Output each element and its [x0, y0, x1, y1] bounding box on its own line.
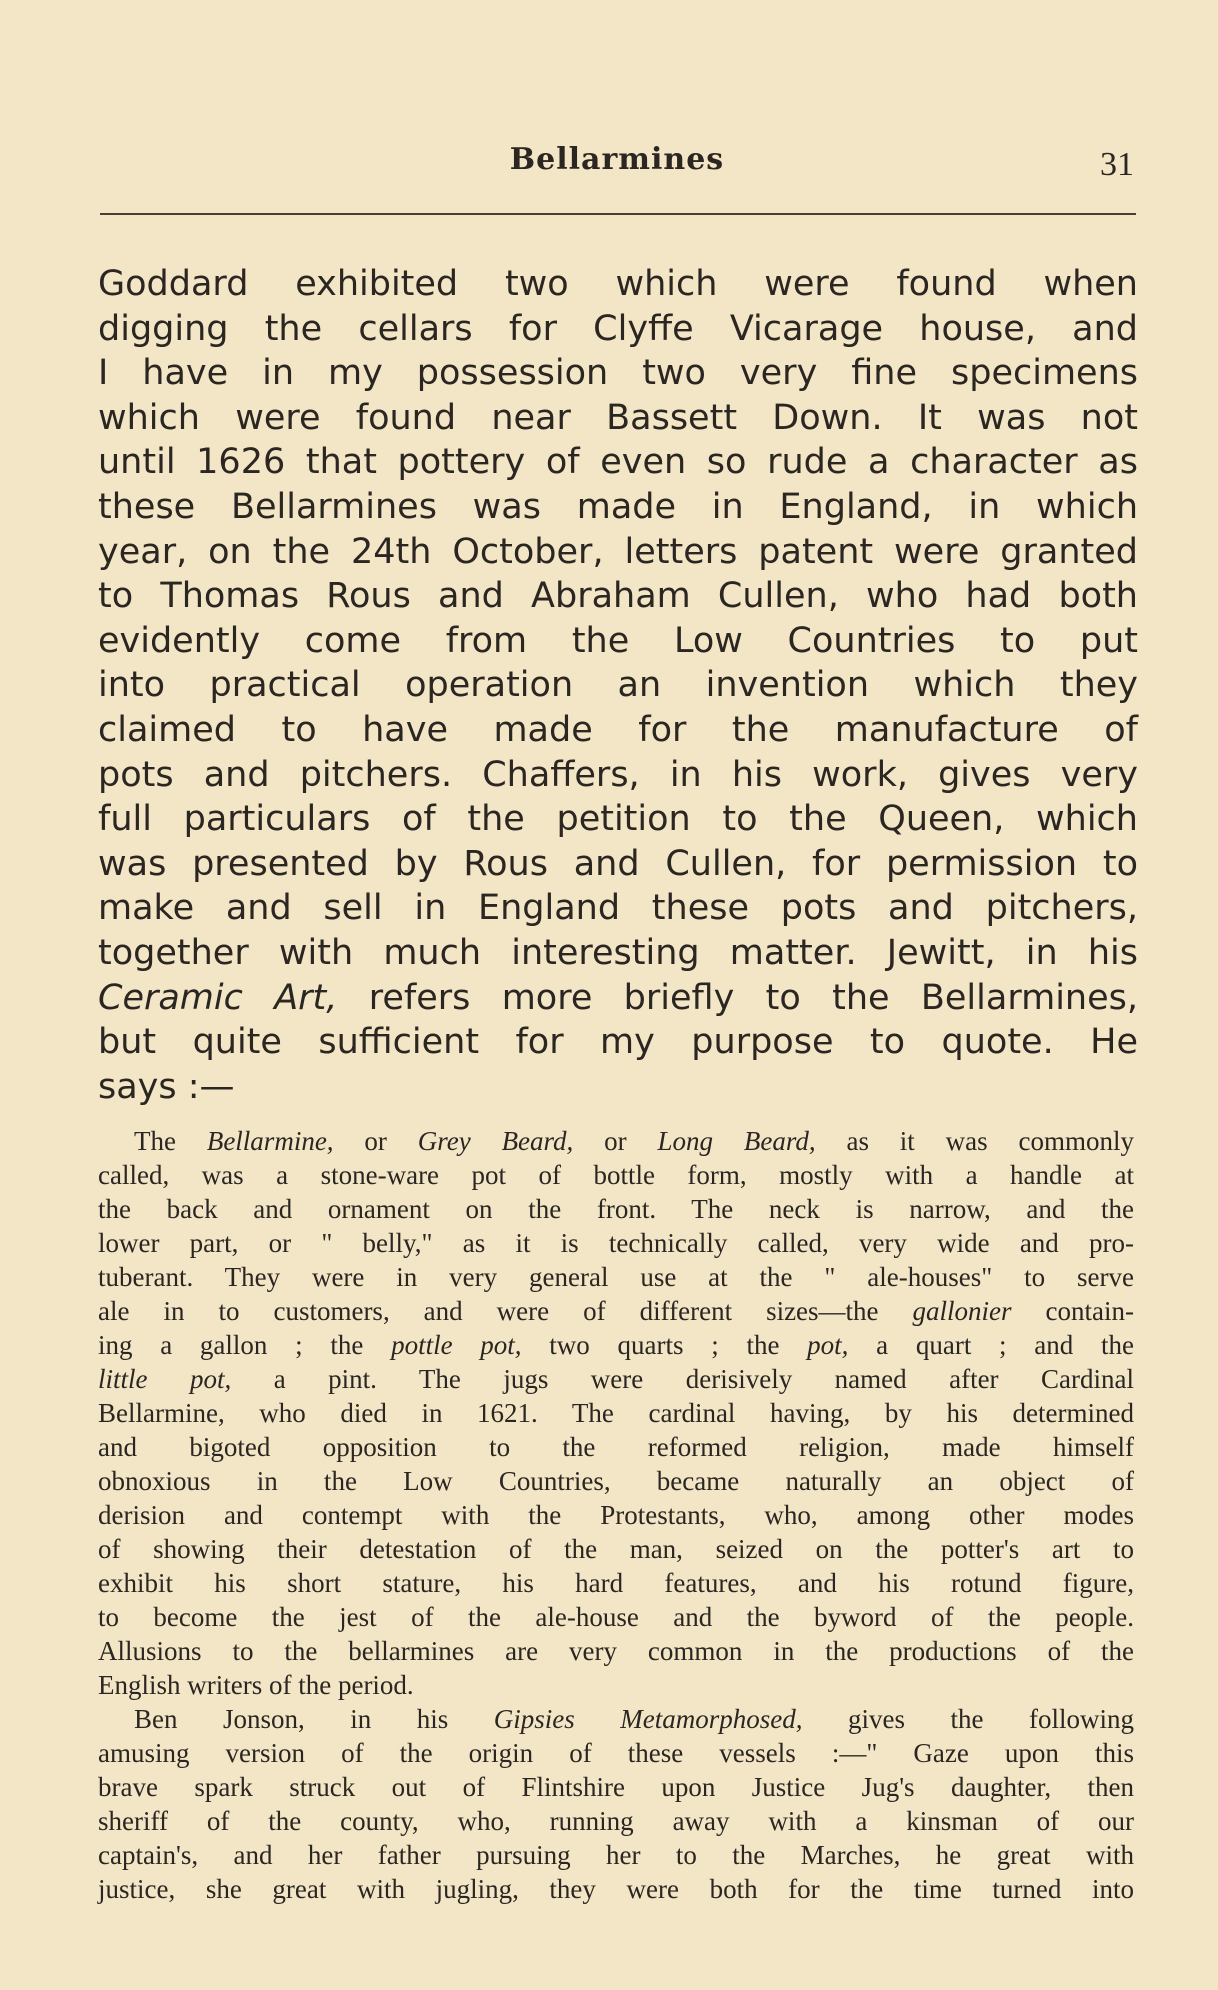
running-title: Bellarmines — [509, 142, 725, 177]
body-line: until 1626 that pottery of even so rude a character as — [98, 442, 1138, 483]
body-line: I have in my possession two very fine specimens — [98, 353, 1138, 394]
quote-text: or — [573, 1126, 658, 1156]
quote-line: of showing their detestation of the man, seized on the potter's art to — [98, 1534, 1134, 1564]
quote-text: a pint. The jugs were derisively named after Cardinal — [231, 1364, 1134, 1394]
body-line: which were found near Bassett Down. It was not — [98, 397, 1138, 438]
quote-text: or — [333, 1126, 418, 1156]
quote-italic: Bellarmine, — [206, 1126, 334, 1156]
quote-line: lower part, or " belly," as it is technically called, very wide and pro- — [98, 1228, 1134, 1258]
quote-line: obnoxious in the Low Countries, became naturally an object of — [98, 1466, 1134, 1496]
quote-line: exhibit his short stature, his hard features, and his rotund figure, — [98, 1568, 1134, 1598]
body-line-text: refers more briefly to the Bellarmines, — [337, 977, 1138, 1018]
quote-line: justice, she great with jugling, they were both for the time turned into — [98, 1874, 1134, 1904]
body-line: to Thomas Rous and Abraham Cullen, who had both — [98, 576, 1138, 617]
quote-italic: Gipsies Metamorphosed, — [493, 1704, 803, 1734]
quote-line: derision and contempt with the Protestants, who, among other modes — [98, 1500, 1134, 1530]
quote-italic: pottle pot, — [391, 1330, 522, 1360]
quote-italic: Long Beard, — [657, 1126, 816, 1156]
header-rule — [100, 213, 1136, 215]
quote-text: The — [134, 1126, 207, 1156]
quote-line — [98, 1702, 1134, 1736]
body-line: but quite sufficient for my purpose to quote. He — [98, 1022, 1138, 1063]
quote-line: the back and ornament on the front. The neck is narrow, and the — [98, 1194, 1134, 1224]
body-line: digging the cellars for Clyffe Vicarage house, and — [98, 308, 1138, 349]
quote-line: English writers of the period. — [98, 1670, 414, 1700]
quote-line — [98, 1328, 1134, 1362]
quote-text: ale in to customers, and were of different sizes—the — [98, 1296, 913, 1326]
body-line: was presented by Rous and Cullen, for permission to — [98, 843, 1138, 884]
quote-line: sheriff of the county, who, running away with a kinsman of our — [98, 1806, 1134, 1836]
body-line: evidently come from the Low Countries to put — [98, 620, 1138, 661]
quote-text: ing a gallon ; the — [98, 1330, 392, 1360]
quote-line: tuberant. They were in very general use at the " ale-houses" to serve — [98, 1262, 1134, 1292]
quote-line: Allusions to the bellarmines are very common in the productions of the — [98, 1636, 1134, 1666]
body-paragraph — [98, 262, 1138, 1109]
quote-text: Ben Jonson, in his — [134, 1704, 494, 1734]
body-line: make and sell in England these pots and pitchers, — [98, 888, 1138, 929]
body-line: claimed to have made for the manufacture of — [98, 709, 1138, 750]
quote-line: Bellarmine, who died in 1621. The cardinal having, by his determined — [98, 1398, 1134, 1428]
quote-line — [98, 1124, 1134, 1158]
quote-line: brave spark struck out of Flintshire upon Justice Jug's daughter, then — [98, 1772, 1134, 1802]
quote-line: captain's, and her father pursuing her to the Marches, he great with — [98, 1840, 1134, 1870]
quote-line: to become the jest of the ale-house and the byword of the people. — [98, 1602, 1134, 1632]
body-line — [98, 976, 1138, 1021]
body-line: pots and pitchers. Chaffers, in his work, gives very — [98, 754, 1138, 795]
quote-line: and bigoted opposition to the reformed religion, made himself — [98, 1432, 1134, 1462]
quote-text: gives the following — [802, 1704, 1134, 1734]
body-line: these Bellarmines was made in England, in which — [98, 486, 1138, 527]
block-quote — [98, 1124, 1134, 1906]
book-title-ceramic-art: Ceramic Art, — [98, 977, 338, 1018]
body-line: says :— — [98, 1066, 235, 1107]
quote-italic: Grey Beard, — [417, 1126, 574, 1156]
quote-text: as it was commonly — [815, 1126, 1134, 1156]
quote-text: a quart ; and the — [848, 1330, 1134, 1360]
quote-line — [98, 1294, 1134, 1328]
body-line: into practical operation an invention which they — [98, 665, 1138, 706]
quote-italic: pot, — [807, 1330, 849, 1360]
running-header — [100, 142, 1134, 188]
quote-line — [98, 1362, 1134, 1396]
quote-text: two quarts ; the — [521, 1330, 808, 1360]
quote-italic: gallonier — [912, 1296, 1012, 1326]
quote-line: called, was a stone-ware pot of bottle form, mostly with a handle at — [98, 1160, 1134, 1190]
quote-text: contain- — [1011, 1296, 1134, 1326]
quote-italic: little pot, — [98, 1364, 232, 1394]
quote-line: amusing version of the origin of these vessels :—" Gaze upon this — [98, 1738, 1134, 1768]
body-line: year, on the 24th October, letters patent were granted — [98, 531, 1138, 572]
body-line: together with much interesting matter. Jewitt, in his — [98, 932, 1138, 973]
body-line: full particulars of the petition to the Queen, which — [98, 799, 1138, 840]
page-number: 31 — [1100, 146, 1134, 183]
body-line: Goddard exhibited two which were found when — [98, 264, 1138, 304]
